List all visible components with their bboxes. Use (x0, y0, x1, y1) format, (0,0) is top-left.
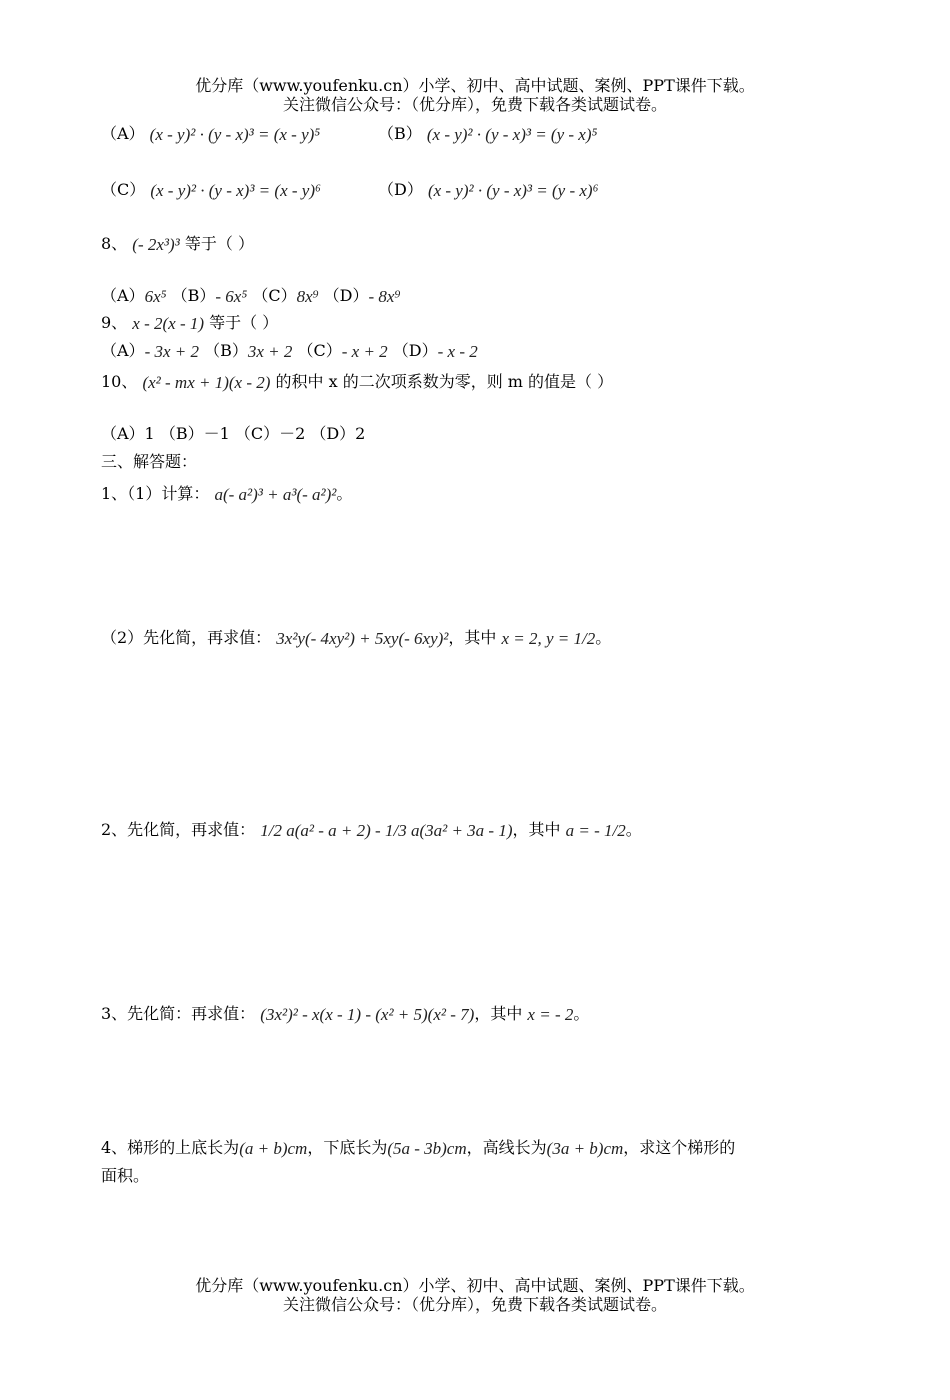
q8-option-b-label: （B） (171, 286, 216, 305)
q9-option-a-label: （A） (101, 341, 145, 360)
footer-line-1: 优分库（www.youfenku.cn）小学、初中、高中试题、案例、PPT课件下载。 (195, 1276, 755, 1295)
problem-2-mid: ，其中 (512, 820, 561, 839)
problem-2-cond: a = - 1/2 (565, 820, 626, 840)
problem-2-end: 。 (625, 820, 642, 839)
q9-option-d-expr: - x - 2 (437, 341, 478, 361)
problem-4-text-c: ，高线长为 (466, 1138, 547, 1157)
q9-option-a-expr: - 3x + 2 (144, 341, 199, 361)
q7-option-b-label: （B） (378, 124, 422, 143)
problem-2-expr: 1/2 a(a² - a + 2) - 1/3 a(3a² + 3a - 1) (260, 820, 513, 840)
q9-option-c-expr: - x + 2 (341, 341, 388, 361)
problem-4-text-a: 4、梯形的上底长为 (101, 1138, 240, 1157)
q8-option-c-label: （C） (252, 286, 297, 305)
q7-option-b (378, 124, 597, 145)
problem-3-cond: x = - 2 (527, 1004, 574, 1024)
q9-option-c-label: （C） (297, 341, 342, 360)
problem-1-2 (101, 628, 611, 649)
problem-4-top-base: (a + b)cm (239, 1138, 308, 1158)
problem-1-2-cond: x = 2, y = 1/2 (501, 628, 596, 648)
footer-line-2: 关注微信公众号：（优分库），免费下载各类试题试卷。 (282, 1295, 667, 1314)
header-line-1: 优分库（www.youfenku.cn）小学、初中、高中试题、案例、PPT课件下载。 (195, 76, 755, 95)
q7-option-b-expr: (x - y)² · (y - x)³ = (y - x)⁵ (426, 124, 598, 144)
problem-1-2-end: 。 (595, 628, 612, 647)
problem-3-end: 。 (573, 1004, 590, 1023)
q8-option-d-expr: - 8x⁹ (368, 286, 401, 306)
problem-1-1-expr: a(- a²)³ + a³(- a²)² (214, 484, 337, 504)
problem-3-expr: (3x²)² - x(x - 1) - (x² + 5)(x² - 7) (260, 1004, 475, 1024)
q7-option-d-label: （D） (378, 180, 423, 199)
q8-option-d-label: （D） (323, 286, 369, 305)
q10-stem (101, 372, 613, 393)
problem-4-line-1 (101, 1138, 735, 1159)
q10-text: 的积中 x 的二次项系数为零，则 m 的值是（ ） (275, 372, 614, 391)
problem-3 (101, 1004, 589, 1025)
q7-option-c-expr: (x - y)² · (y - x)³ = (x - y)⁶ (150, 180, 321, 200)
problem-4-height: (3a + b)cm (546, 1138, 624, 1158)
section-3-title: 三、解答题： (101, 452, 198, 471)
problem-4-bottom-base: (5a - 3b)cm (387, 1138, 467, 1158)
problem-3-prefix: 3、先化简：再求值： (101, 1004, 256, 1023)
problem-3-mid: ，其中 (474, 1004, 523, 1023)
problem-4-text-d: ，求这个梯形的 (623, 1138, 736, 1157)
q8-options (101, 286, 400, 307)
q9-number: 9、 (101, 313, 128, 332)
q8-option-c-expr: 8x⁹ (296, 286, 319, 306)
q10-expr: (x² - mx + 1)(x - 2) (142, 372, 271, 392)
q7-option-a-label: （A） (101, 124, 145, 143)
q7-option-d-expr: (x - y)² · (y - x)³ = (y - x)⁶ (427, 180, 599, 200)
problem-2 (101, 820, 642, 841)
problem-1-1 (101, 484, 352, 505)
q8-option-a-expr: 6x⁵ (144, 286, 167, 306)
header-line-2: 关注微信公众号：（优分库），免费下载各类试题试卷。 (282, 95, 667, 114)
problem-2-prefix: 2、先化简，再求值： (101, 820, 256, 839)
problem-1-2-expr: 3x²y(- 4xy²) + 5xy(- 6xy)² (276, 628, 449, 648)
q9-expr: x - 2(x - 1) (132, 313, 205, 333)
problem-1-2-prefix: （2）先化简，再求值： (101, 628, 272, 647)
problem-1-2-mid: ，其中 (448, 628, 497, 647)
q9-options (101, 341, 478, 362)
q7-option-d (378, 180, 599, 201)
q9-option-b-expr: 3x + 2 (247, 341, 293, 361)
problem-1-1-end: 。 (336, 484, 353, 503)
problem-1-1-prefix: 1、（1）计算： (101, 484, 210, 503)
q8-stem (101, 234, 254, 255)
q10-options: （A）1 （B）－1 （C）－2 （D）2 (101, 424, 366, 443)
q7-option-a-expr: (x - y)² · (y - x)³ = (x - y)⁵ (149, 124, 321, 144)
q9-text: 等于（ ） (209, 313, 279, 332)
q7-option-a (101, 124, 320, 145)
problem-4-line-2: 面积。 (101, 1166, 150, 1185)
problem-4-text-b: ，下底长为 (307, 1138, 388, 1157)
q10-number: 10、 (101, 372, 138, 391)
q8-option-b-expr: - 6x⁵ (215, 286, 248, 306)
q9-option-d-label: （D） (392, 341, 438, 360)
q7-option-c (101, 180, 321, 201)
q7-option-c-label: （C） (101, 180, 146, 199)
q8-expr: (- 2x³)³ (132, 234, 180, 254)
q9-option-b-label: （B） (204, 341, 248, 360)
q9-stem (101, 313, 278, 334)
q8-option-a-label: （A） (101, 286, 145, 305)
q8-number: 8、 (101, 234, 128, 253)
q8-text: 等于（ ） (184, 234, 254, 253)
